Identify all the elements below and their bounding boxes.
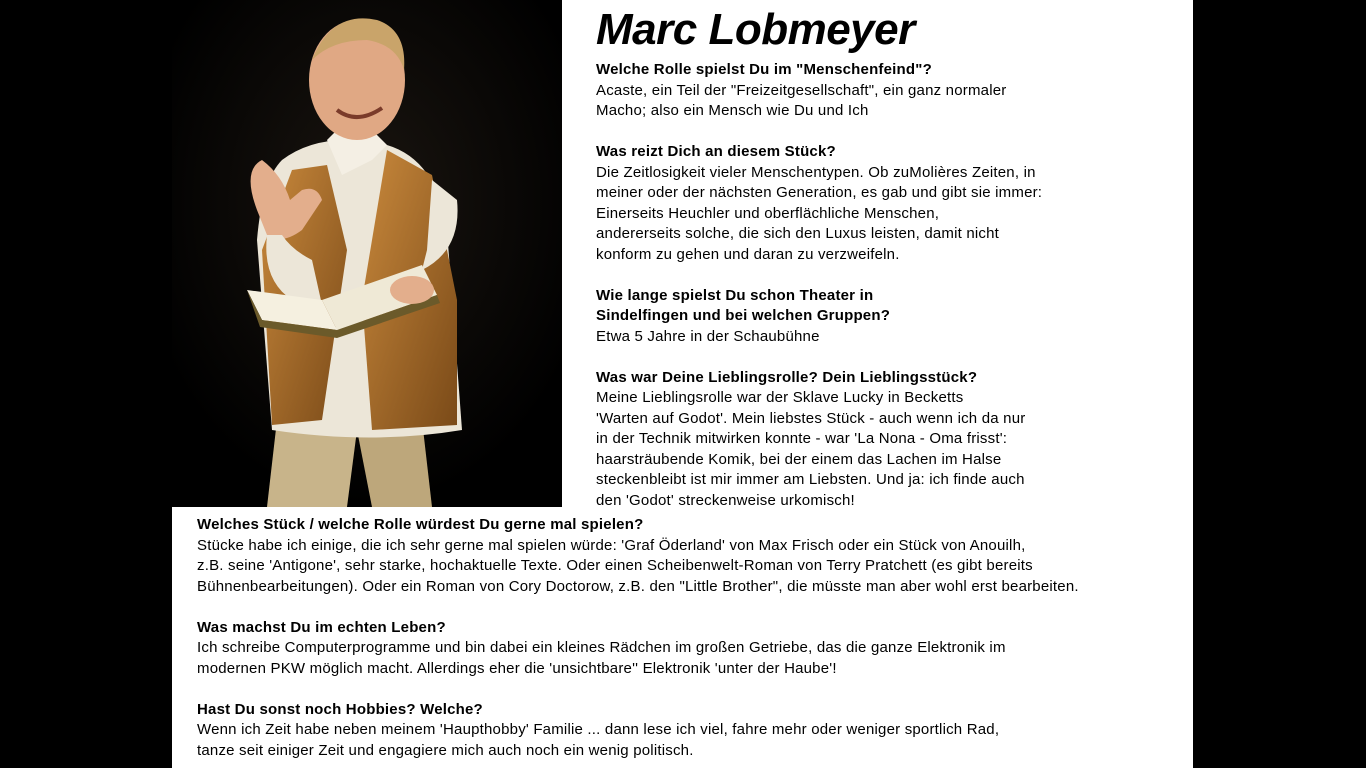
question-text: Welche Rolle spielst Du im "Menschenfeind"?: [596, 61, 932, 78]
qa-block: [596, 286, 1176, 348]
qa-block: [197, 515, 1187, 597]
answer-text: Die Zeitlosigkeit vieler Menschentypen. Ob zuMolières Zeiten, in meiner oder der nächsten Generation, es gab und gibt sie immer: Einerseits Heuchler und oberflächliche Menschen, andererseits solche, die sich den Luxus leisten, damit nicht konform zu gehen und daran zu verzweifeln.: [596, 163, 1043, 263]
answer-text: Ich schreibe Computerprogramme und bin dabei ein kleines Rädchen im großen Getriebe, das die ganze Elektronik im modernen PKW möglich macht. Allerdings eher die 'unsichtbare'' Elektronik 'unter der Haube'!: [197, 639, 1006, 677]
question-text: Was war Deine Lieblingsrolle? Dein Lieblingsstück?: [596, 368, 978, 386]
question-text: Hast Du sonst noch Hobbies? Welche?: [197, 700, 483, 718]
question-text: Was reizt Dich an diesem Stück?: [596, 143, 836, 160]
actor-photo: [172, 0, 562, 507]
question-text: Was machst Du im echten Leben?: [197, 618, 446, 636]
qa-block: [596, 368, 1176, 512]
answer-text: Etwa 5 Jahre in der Schaubühne: [596, 327, 820, 345]
question-text: Wie lange spielst Du schon Theater in Sindelfingen und bei welchen Gruppen?: [596, 286, 891, 324]
interview-full-width: [197, 515, 1187, 761]
interview-right-column: [596, 60, 1176, 511]
answer-text: Stücke habe ich einige, die ich sehr gerne mal spielen würde: 'Graf Öderland' von Max Frisch oder ein Stück von Anouilh, z.B. seine 'Antigone', sehr starke, hochaktuelle Texte. Oder einen Scheibenwelt-Roman von Terry Pratchett (es gibt bereits Bühnenbearbeitungen). Oder ein Roman von Cory Doctorow, z.B. den "Little Brother", die müsste man aber wohl erst bearbeiten.: [197, 536, 1079, 595]
qa-block: [197, 618, 1187, 680]
answer-text: Meine Lieblingsrolle war der Sklave Lucky in Becketts 'Warten auf Godot'. Mein liebstes Stück - auch wenn ich da nur in der Technik mitwirken konnte - war 'La Nona - Oma frisst': haarsträubende Komik, bei der einem das Lachen im Halse steckenbleibt ist mir immer am Liebsten. Und ja: ich finde auch den 'Godot' streckenweise urkomisch!: [596, 389, 1026, 509]
qa-block: [596, 60, 1176, 122]
answer-text: Wenn ich Zeit habe neben meinem 'Haupthobby' Familie ... dann lese ich viel, fahre mehr oder weniger sportlich Rad, tanze seit einiger Zeit und engagiere mich auch noch ein wenig politisch.: [197, 721, 1000, 759]
qa-block: [596, 142, 1176, 265]
qa-block: [197, 700, 1187, 762]
question-text: Welches Stück / welche Rolle würdest Du gerne mal spielen?: [197, 516, 644, 533]
actor-illustration: [172, 0, 562, 507]
answer-text: Acaste, ein Teil der "Freizeitgesellschaft", ein ganz normaler Macho; also ein Mensch wie Du und Ich: [596, 81, 1007, 119]
page-title: Marc Lobmeyer: [596, 5, 915, 54]
